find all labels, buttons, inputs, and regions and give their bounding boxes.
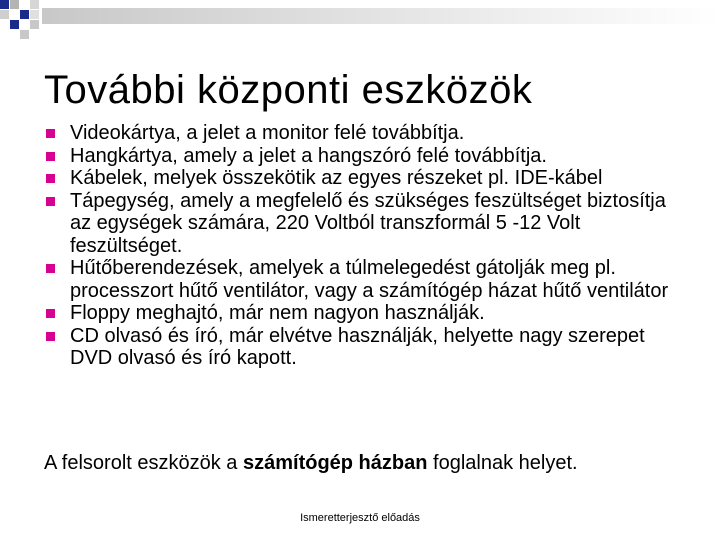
deco-square xyxy=(20,20,29,29)
bullet-text: Tápegység, amely a megfelelő és szükséges feszültséget biztosítja az egységek számára, 220 Voltból transzformál 5 -12 Volt feszültséget. xyxy=(70,189,666,257)
deco-square xyxy=(10,0,19,9)
magenta-square-bullet-icon xyxy=(46,152,55,161)
bullet-item xyxy=(44,190,684,258)
slide-title: További központi eszközök xyxy=(44,68,533,112)
bullet-item xyxy=(44,167,684,190)
deco-square xyxy=(20,0,29,9)
bullet-text: Hűtőberendezések, amelyek a túlmelegedést gátolják meg pl. processzort hűtő ventilátor, vagy a számítógép házat hűtő ventilátor xyxy=(70,257,669,302)
deco-square xyxy=(20,30,29,39)
bullet-list xyxy=(44,122,684,370)
header-fade-bar xyxy=(42,8,720,24)
summary-emphasis: számítógép házban xyxy=(242,452,428,474)
deco-square xyxy=(20,10,29,19)
bullet-item xyxy=(44,122,684,145)
deco-square xyxy=(30,0,39,9)
bullet-item xyxy=(44,257,684,302)
magenta-square-bullet-icon xyxy=(46,174,55,183)
bullet-item xyxy=(44,325,684,370)
magenta-square-bullet-icon xyxy=(46,332,55,341)
bullet-text: CD olvasó és író, már elvétve használják, helyette nagy szerepet DVD olvasó és író kapott. xyxy=(70,324,645,369)
summary-line xyxy=(44,452,578,475)
bullet-text: Floppy meghajtó, már nem nagyon használják. xyxy=(70,302,485,324)
magenta-square-bullet-icon xyxy=(46,197,55,206)
deco-square xyxy=(30,20,39,29)
deco-square xyxy=(0,0,9,9)
bullet-text: Videokártya, a jelet a monitor felé továbbítja. xyxy=(70,122,465,144)
deco-square xyxy=(10,20,19,29)
magenta-square-bullet-icon xyxy=(46,264,55,273)
deco-square xyxy=(30,10,39,19)
magenta-square-bullet-icon xyxy=(46,129,55,138)
deco-square xyxy=(10,10,19,19)
slide-footer: Ismeretterjesztő előadás xyxy=(300,512,420,524)
bullet-item xyxy=(44,145,684,168)
bullet-text: Hangkártya, amely a jelet a hangszóró felé továbbítja. xyxy=(70,144,547,167)
deco-square xyxy=(0,20,9,29)
corner-decoration xyxy=(0,0,720,40)
bullet-item xyxy=(44,302,684,325)
magenta-square-bullet-icon xyxy=(46,309,55,318)
summary-text-start: A felsorolt eszközök a xyxy=(44,452,243,474)
summary-text-end: foglalnak helyet. xyxy=(427,452,578,474)
bullet-text: Kábelek, melyek összekötik az egyes részeket pl. IDE-kábel xyxy=(70,167,603,189)
deco-square xyxy=(0,10,9,19)
